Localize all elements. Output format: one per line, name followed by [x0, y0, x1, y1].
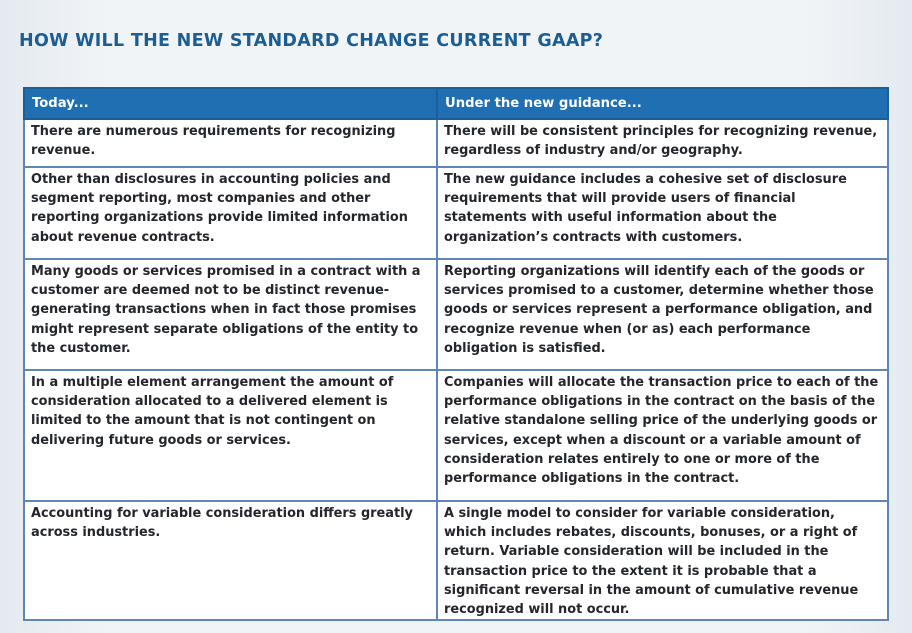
cell-new-guidance: Reporting organizations will identify each of the goods or services promised to a customer, determine whether those goods or services represent a performance obligation, and recognize revenue when (or as) each performance obligation is satisfied. [437, 259, 888, 370]
header-today: Today... [24, 88, 437, 119]
cell-new-guidance: Companies will allocate the transaction price to each of the performance obligations in the contract on the basis of the relative standalone selling price of the underlying goods or services, except when a discount or a variable amount of consideration relates entirely to one or more of the performance obligations in the contract. [437, 370, 888, 501]
table-row [24, 167, 888, 259]
cell-new-guidance: The new guidance includes a cohesive set of disclosure requirements that will provide users of financial statements with useful information about the organization’s contracts with customers. [437, 167, 888, 259]
table-row [24, 259, 888, 370]
cell-today: There are numerous requirements for recognizing revenue. [24, 119, 437, 167]
cell-new-guidance: A single model to consider for variable consideration, which includes rebates, discounts, bonuses, or a right of return. Variable consideration will be included in the transaction price to the extent it is probable that a significant reversal in the amount of cumulative revenue recognized will not occur. [437, 501, 888, 620]
cell-today: Other than disclosures in accounting policies and segment reporting, most companies and other reporting organizations provide limited information about revenue contracts. [24, 167, 437, 259]
table-row [24, 501, 888, 620]
table-row [24, 370, 888, 501]
comparison-table [23, 87, 889, 621]
header-new-guidance: Under the new guidance... [437, 88, 888, 119]
cell-today: Many goods or services promised in a contract with a customer are deemed not to be distinct revenue-generating transactions when in fact those promises might represent separate obligations of the entity to the customer. [24, 259, 437, 370]
cell-today: Accounting for variable consideration differs greatly across industries. [24, 501, 437, 620]
cell-new-guidance: There will be consistent principles for recognizing revenue, regardless of industry and/or geography. [437, 119, 888, 167]
cell-today: In a multiple element arrangement the amount of consideration allocated to a delivered element is limited to the amount that is not contingent on delivering future goods or services. [24, 370, 437, 501]
page-title: HOW WILL THE NEW STANDARD CHANGE CURRENT GAAP? [19, 31, 604, 51]
table-header-row [24, 88, 888, 119]
table-row [24, 119, 888, 167]
